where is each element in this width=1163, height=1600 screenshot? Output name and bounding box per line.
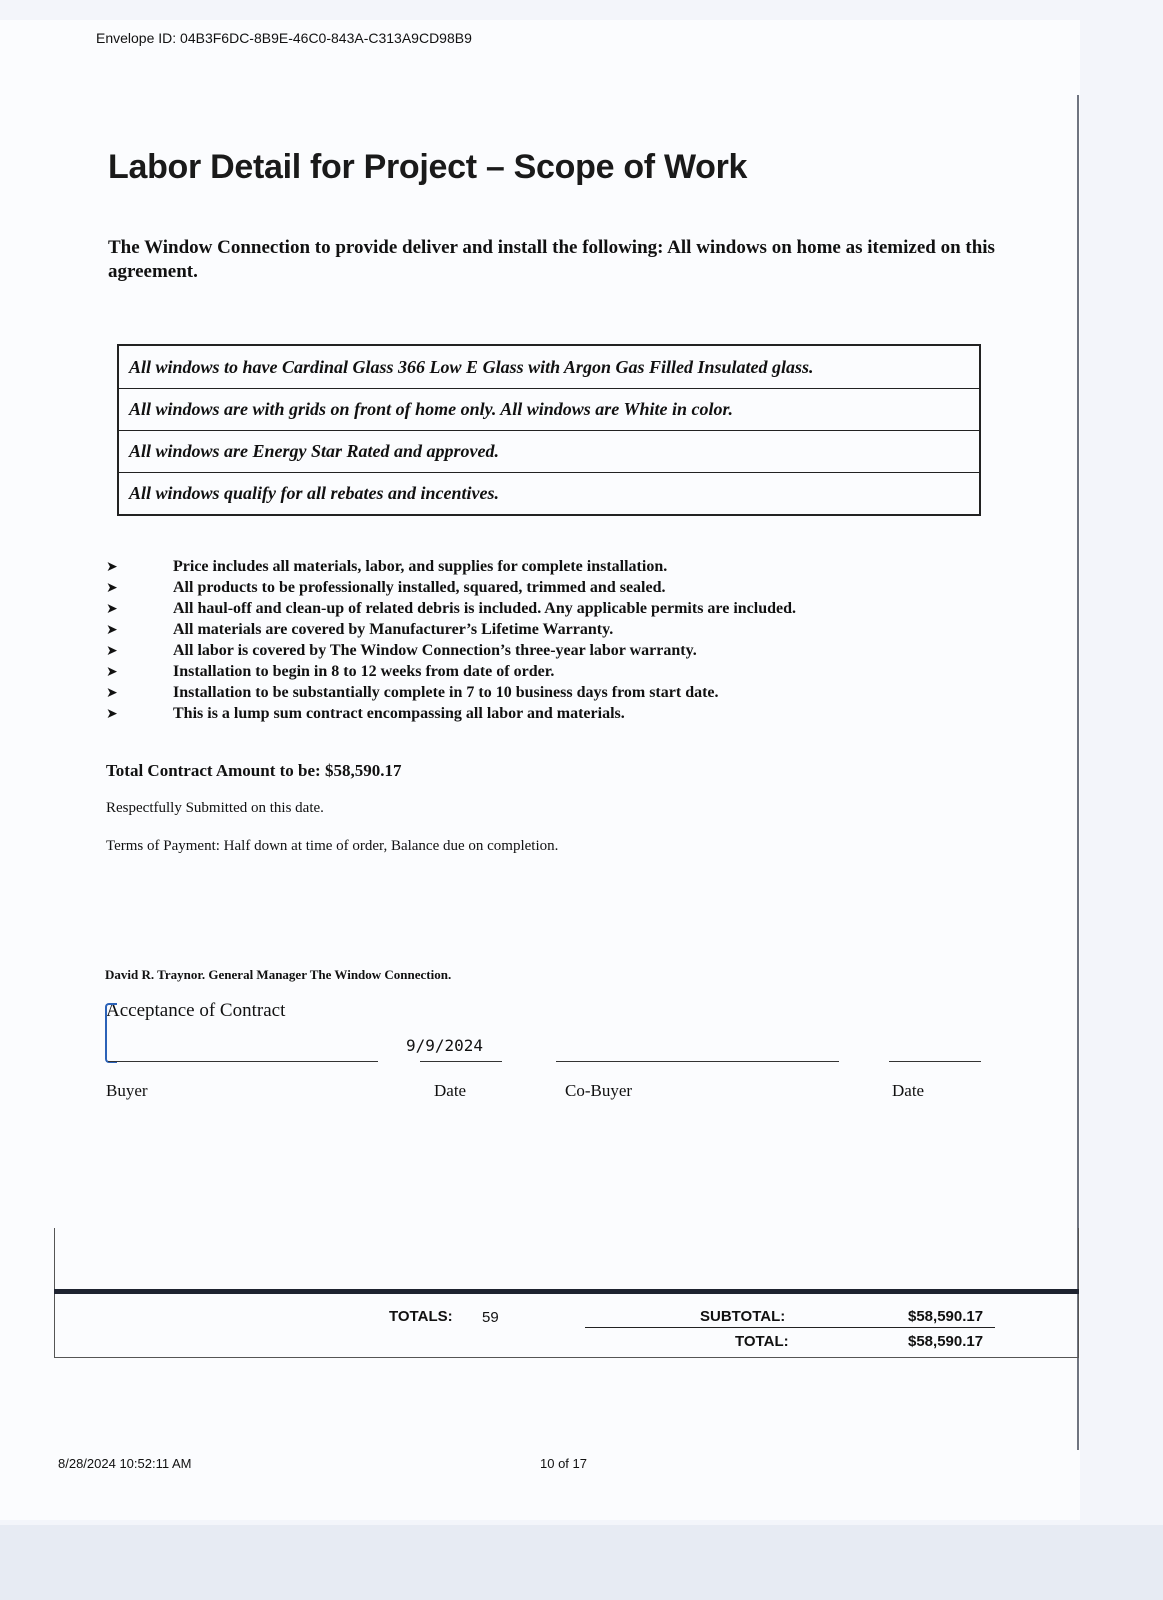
- bullet-text: All materials are covered by Manufacturer’s Lifetime Warranty.: [173, 620, 614, 638]
- co-buyer-label: Co-Buyer: [565, 1081, 633, 1100]
- buyer-signature-field[interactable]: [105, 1003, 117, 1063]
- bullet-text: Installation to begin in 8 to 12 weeks from date of order.: [173, 662, 555, 680]
- signer-name: David R. Traynor. General Manager The Window Connection.: [105, 967, 452, 982]
- date-label: Date: [434, 1081, 467, 1100]
- bullet-list: [106, 556, 1006, 724]
- list-item: [106, 661, 1006, 682]
- spec-row: All windows are Energy Star Rated and approved.: [119, 430, 979, 472]
- bullet-text: All haul-off and clean-up of related debris is included. Any applicable permits are included.: [173, 599, 797, 617]
- list-item: [106, 640, 1006, 661]
- list-item: [106, 598, 1006, 619]
- spec-table: [117, 344, 981, 516]
- list-item: [106, 556, 1006, 577]
- list-item: [106, 577, 1006, 598]
- sign-date[interactable]: 9/9/2024: [406, 1036, 484, 1055]
- buyer-label: Buyer: [106, 1081, 148, 1100]
- page-number: 10 of 17: [540, 1456, 587, 1471]
- arrowhead-bullet-icon: ➤: [106, 600, 118, 617]
- totals-rule: [54, 1289, 1079, 1294]
- payment-terms: Terms of Payment: Half down at time of order, Balance due on completion.: [106, 838, 559, 854]
- list-item: [106, 682, 1006, 703]
- footer-timestamp: 8/28/2024 10:52:11 AM: [58, 1456, 192, 1471]
- arrowhead-bullet-icon: ➤: [106, 663, 118, 680]
- list-item: [106, 619, 1006, 640]
- arrowhead-bullet-icon: ➤: [106, 558, 118, 575]
- intro-paragraph: The Window Connection to provide deliver and install the following: All windows on home as itemized on this agreement.: [108, 237, 995, 282]
- totals-quantity: 59: [482, 1309, 499, 1326]
- subtotal-rule: [585, 1327, 995, 1328]
- total-value: $58,590.17: [908, 1333, 984, 1350]
- arrowhead-bullet-icon: ➤: [106, 579, 118, 596]
- subtotal-value: $58,590.17: [908, 1308, 984, 1325]
- spec-row: All windows to have Cardinal Glass 366 Low E Glass with Argon Gas Filled Insulated glass.: [129, 356, 814, 377]
- total-contract-amount: Total Contract Amount to be: $58,590.17: [106, 761, 402, 780]
- co-buyer-signature-line: [556, 1061, 839, 1062]
- arrowhead-bullet-icon: ➤: [106, 621, 118, 638]
- arrowhead-bullet-icon: ➤: [106, 684, 118, 701]
- subtotal-label: SUBTOTAL:: [700, 1308, 786, 1325]
- date-line: [420, 1061, 502, 1062]
- spec-row: All windows are with grids on front of home only. All windows are White in color.: [119, 388, 979, 430]
- bullet-text: Installation to be substantially complete in 7 to 10 business days from start date.: [173, 683, 719, 701]
- co-buyer-date-label: Date: [892, 1081, 925, 1100]
- bullet-text: All products to be professionally installed, squared, trimmed and sealed.: [173, 578, 666, 596]
- envelope-id: Envelope ID: 04B3F6DC-8B9E-46C0-843A-C313A9CD98B9: [96, 30, 472, 46]
- buyer-signature-line: [108, 1061, 378, 1062]
- scanner-bottom-band: [0, 1525, 1163, 1600]
- total-label: TOTAL:: [735, 1333, 789, 1350]
- arrowhead-bullet-icon: ➤: [106, 642, 118, 659]
- co-buyer-date-line: [889, 1061, 981, 1062]
- bullet-text: Price includes all materials, labor, and supplies for complete installation.: [173, 557, 668, 575]
- spec-row: All windows qualify for all rebates and incentives.: [119, 472, 979, 514]
- respectfully-submitted: Respectfully Submitted on this date.: [106, 800, 324, 816]
- bullet-text: All labor is covered by The Window Connection’s three-year labor warranty.: [173, 641, 697, 659]
- list-item: [106, 703, 1006, 724]
- bullet-text: This is a lump sum contract encompassing all labor and materials.: [173, 704, 625, 722]
- acceptance-heading: Acceptance of Contract: [106, 1000, 286, 1021]
- page-title: Labor Detail for Project – Scope of Work: [108, 148, 748, 186]
- totals-label: TOTALS:: [389, 1308, 453, 1325]
- arrowhead-bullet-icon: ➤: [106, 705, 118, 722]
